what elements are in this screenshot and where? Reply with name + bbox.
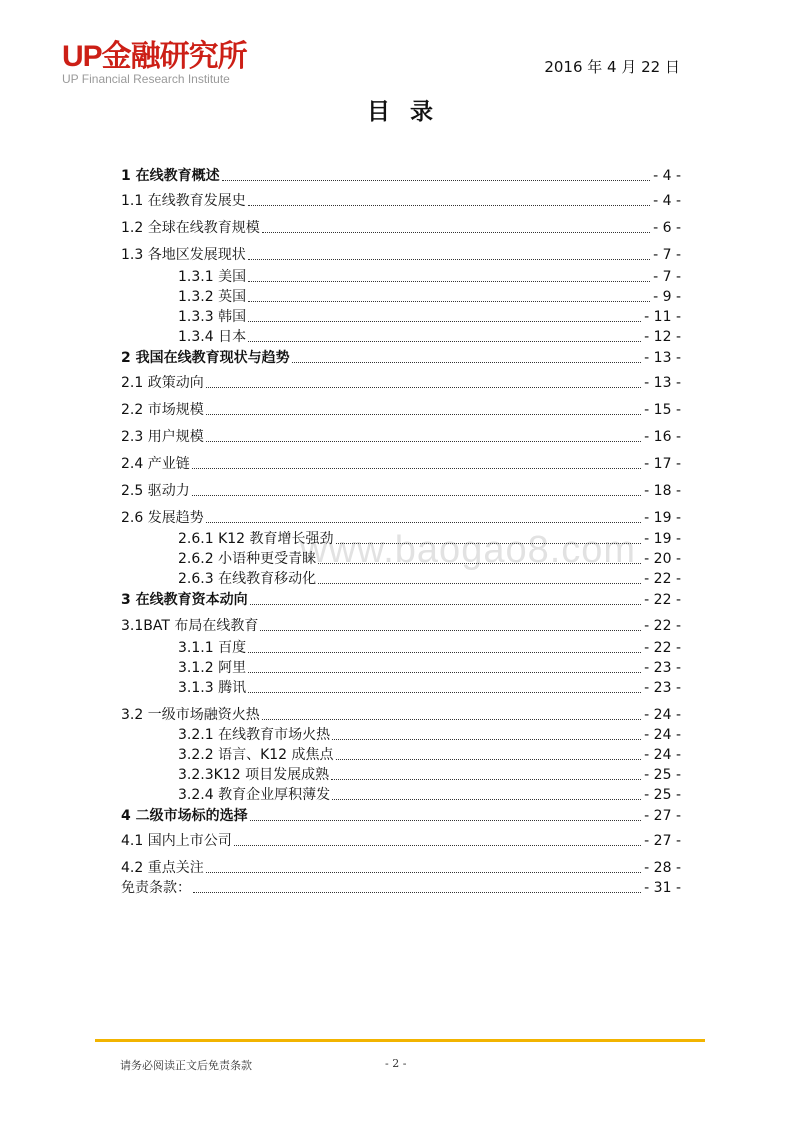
toc-dot-leader (248, 259, 650, 260)
toc-dot-leader (234, 845, 641, 846)
toc-entry[interactable] (121, 705, 681, 725)
toc-entry[interactable] (121, 400, 681, 420)
toc-entry[interactable] (121, 348, 681, 368)
toc-dot-leader (248, 321, 641, 322)
toc-entry[interactable] (121, 590, 681, 610)
toc-entry[interactable] (121, 878, 681, 898)
toc-entry-page: - 23 - (644, 680, 681, 696)
toc-entry[interactable] (121, 307, 681, 327)
toc-dot-leader (206, 441, 641, 442)
toc-entry[interactable] (121, 678, 681, 698)
toc-dot-leader (262, 719, 641, 720)
toc-dot-leader (222, 180, 650, 181)
toc-entry-label: 4.1 国内上市公司 (121, 833, 232, 849)
toc-dot-leader (248, 652, 641, 653)
footer-page-number: - 2 - (385, 1057, 407, 1070)
toc-entry[interactable] (121, 454, 681, 474)
toc-entry-page: - 9 - (653, 289, 681, 305)
toc-entry-label: 1 在线教育概述 (121, 168, 220, 184)
footer-disclaimer: 请务必阅读正文后免责条款 (120, 1059, 252, 1072)
watermark: www.baogao8.com (300, 529, 637, 571)
toc-entry-page: - 25 - (644, 767, 681, 783)
toc-dot-leader (248, 672, 641, 673)
toc-entry-page: - 7 - (653, 247, 681, 263)
toc-entry-page: - 31 - (644, 880, 681, 896)
toc-entry-page: - 25 - (644, 787, 681, 803)
toc-dot-leader (336, 543, 642, 544)
toc-entry-label: 2.1 政策动向 (121, 375, 204, 391)
toc-entry[interactable] (121, 327, 681, 347)
logo-subtitle: UP Financial Research Institute (62, 72, 230, 86)
toc-entry[interactable] (121, 725, 681, 745)
logo-wordmark: UP金融研究所 (62, 40, 247, 73)
toc-dot-leader (248, 692, 641, 693)
toc-entry[interactable] (121, 245, 681, 265)
toc-entry[interactable] (121, 858, 681, 878)
toc-entry-page: - 4 - (653, 193, 681, 209)
toc-entry-page: - 16 - (644, 429, 681, 445)
toc-entry-label: 3.2.3K12 项目发展成熟 (178, 767, 330, 783)
toc-entry-page: - 12 - (644, 329, 681, 345)
toc-entry-page: - 28 - (644, 860, 681, 876)
toc-dot-leader (331, 779, 641, 780)
toc-entry-page: - 13 - (644, 375, 681, 391)
toc-entry-label: 1.2 全球在线教育规模 (121, 220, 260, 236)
toc-entry-label: 2.4 产业链 (121, 456, 190, 472)
toc-entry-label: 2.6.3 在线教育移动化 (178, 571, 317, 587)
toc-entry-page: - 19 - (644, 510, 681, 526)
toc-entry-label: 3.1BAT 布局在线教育 (121, 618, 259, 634)
toc-dot-leader (292, 362, 642, 363)
toc-entry-label: 2.6 发展趋势 (121, 510, 204, 526)
toc-entry-page: - 22 - (644, 618, 681, 634)
toc-entry[interactable] (121, 427, 681, 447)
toc-entry-page: - 18 - (644, 483, 681, 499)
toc-entry[interactable] (121, 569, 681, 589)
toc-entry[interactable] (121, 287, 681, 307)
toc-entry-page: - 6 - (653, 220, 681, 236)
toc-entry-page: - 27 - (644, 833, 681, 849)
toc-dot-leader (260, 630, 641, 631)
toc-dot-leader (332, 739, 641, 740)
toc-dot-leader (262, 232, 650, 233)
toc-entry-label: 4.2 重点关注 (121, 860, 204, 876)
toc-dot-leader (206, 387, 641, 388)
toc-entry-page: - 17 - (644, 456, 681, 472)
toc-dot-leader (318, 583, 641, 584)
toc-dot-leader (206, 414, 641, 415)
toc-entry-page: - 27 - (644, 808, 681, 824)
toc-dot-leader (336, 759, 642, 760)
toc-dot-leader (248, 205, 650, 206)
toc-entry-label: 3.2 一级市场融资火热 (121, 707, 260, 723)
toc-entry[interactable] (121, 745, 681, 765)
toc-entry-page: - 15 - (644, 402, 681, 418)
toc-entry-label: 1.1 在线教育发展史 (121, 193, 246, 209)
toc-entry-page: - 19 - (644, 531, 681, 547)
toc-entry-page: - 4 - (653, 168, 681, 184)
footer-divider (95, 1039, 705, 1042)
toc-entry-label: 1.3.2 英国 (178, 289, 247, 305)
toc-entry-label: 1.3.3 韩国 (178, 309, 247, 325)
toc-entry-page: - 7 - (653, 269, 681, 285)
toc-entry[interactable] (121, 806, 681, 826)
toc-entry-label: 3.1.2 阿里 (178, 660, 247, 676)
toc-entry[interactable] (121, 218, 681, 238)
toc-dot-leader (248, 341, 641, 342)
page-title: 目录 (367, 99, 453, 125)
toc-entry-page: - 24 - (644, 747, 681, 763)
toc-entry[interactable] (121, 191, 681, 211)
toc-entry[interactable] (121, 616, 681, 636)
toc-dot-leader (192, 468, 641, 469)
toc-entry-label: 3.1.3 腾讯 (178, 680, 247, 696)
toc-dot-leader (332, 799, 641, 800)
toc-entry-label: 3.2.1 在线教育市场火热 (178, 727, 331, 743)
toc-entry[interactable] (121, 765, 681, 785)
toc-entry-page: - 11 - (644, 309, 681, 325)
toc-entry[interactable] (121, 267, 681, 287)
toc-dot-leader (318, 563, 641, 564)
toc-entry[interactable] (121, 373, 681, 393)
toc-entry-label: 3 在线教育资本动向 (121, 592, 248, 608)
report-date: 2016 年 4 月 22 日 (544, 58, 680, 76)
toc-entry-page: - 23 - (644, 660, 681, 676)
toc-entry[interactable] (121, 638, 681, 658)
toc-dot-leader (206, 522, 641, 523)
toc-entry[interactable] (121, 785, 681, 805)
toc-entry-label: 1.3.1 美国 (178, 269, 247, 285)
toc-entry[interactable] (121, 166, 681, 186)
toc-entry-page: - 22 - (644, 640, 681, 656)
toc-entry-label: 3.2.4 教育企业厚积薄发 (178, 787, 331, 803)
toc-entry-page: - 13 - (644, 350, 681, 366)
toc-entry[interactable] (121, 549, 681, 569)
toc-entry-label: 免责条款： (121, 880, 191, 896)
toc-entry-label: 1.3 各地区发展现状 (121, 247, 246, 263)
toc-dot-leader (206, 872, 641, 873)
toc-entry-label: 3.1.1 百度 (178, 640, 247, 656)
toc-dot-leader (250, 820, 642, 821)
toc-entry-label: 2.6.1 K12 教育增长强劲 (178, 531, 334, 547)
toc-entry-page: - 22 - (644, 571, 681, 587)
toc-entry-label: 2.3 用户规模 (121, 429, 204, 445)
toc-entry[interactable] (121, 481, 681, 501)
toc-dot-leader (248, 281, 650, 282)
toc-entry[interactable] (121, 529, 681, 549)
toc-entry-label: 2.5 驱动力 (121, 483, 190, 499)
toc-entry-label: 4 二级市场标的选择 (121, 808, 248, 824)
toc-entry[interactable] (121, 658, 681, 678)
toc-entry-label: 2.2 市场规模 (121, 402, 204, 418)
toc-entry-page: - 24 - (644, 707, 681, 723)
toc-entry-page: - 22 - (644, 592, 681, 608)
toc-entry-page: - 20 - (644, 551, 681, 567)
toc-entry-label: 2 我国在线教育现状与趋势 (121, 350, 290, 366)
toc-entry-label: 1.3.4 日本 (178, 329, 247, 345)
toc-dot-leader (192, 495, 641, 496)
toc-entry[interactable] (121, 508, 681, 528)
toc-entry-label: 2.6.2 小语种更受青睐 (178, 551, 317, 567)
toc-dot-leader (193, 892, 641, 893)
toc-entry[interactable] (121, 831, 681, 851)
toc-dot-leader (248, 301, 650, 302)
toc-dot-leader (250, 604, 642, 605)
toc-entry-label: 3.2.2 语言、K12 成焦点 (178, 747, 334, 763)
toc-entry-page: - 24 - (644, 727, 681, 743)
